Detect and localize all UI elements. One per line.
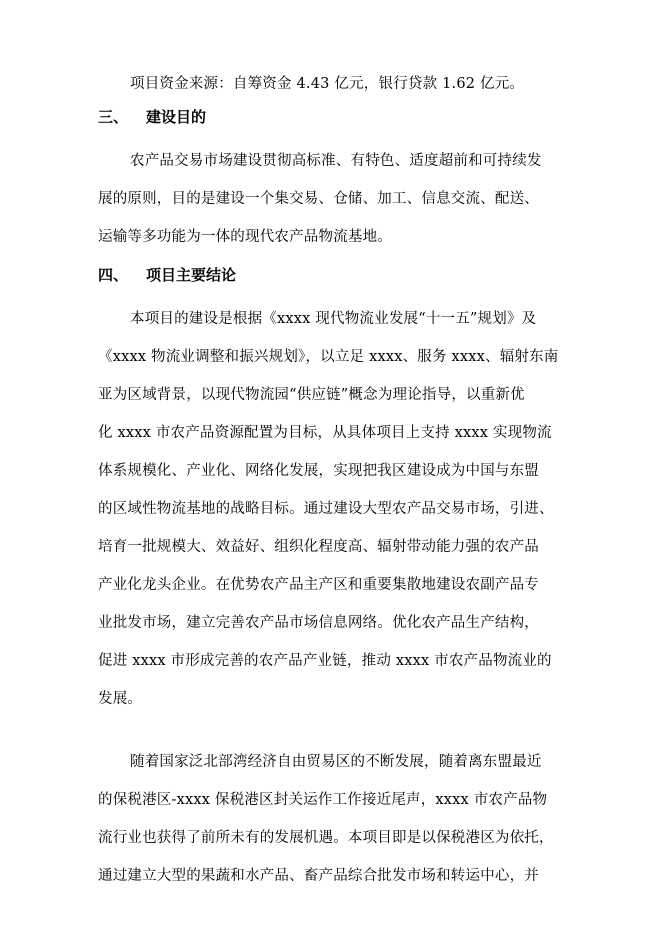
paragraph-line: 流行业也获得了前所未有的发展机遇。本项目即是以保税港区为依托， xyxy=(98,830,554,846)
paragraph-line: 化 xxxx 市农产品资源配置为目标，从具体项目上支持 xxxx 实现物流 xyxy=(98,425,552,441)
paragraph-line: 亚为区域背景，以现代物流园“供应链”概念为理论指导，以重新优 xyxy=(98,387,525,403)
paragraph-line: 产业化龙头企业。在优势农产品主产区和重要集散地建设农副产品专 xyxy=(98,577,539,593)
section-title: 项目主要结论 xyxy=(146,266,237,284)
paragraph-line: 本项目的建设是根据《xxxx 现代物流业发展“十一五”规划》及 xyxy=(130,311,537,327)
section-title: 建设目的 xyxy=(146,108,207,126)
section-heading-4 xyxy=(98,265,236,285)
paragraph-line: 发展。 xyxy=(98,691,143,707)
paragraph-line: 促进 xxxx 市形成完善的农产品产业链，推动 xxxx 市农产品物流业的 xyxy=(98,653,552,669)
paragraph-line: 随着国家泛北部湾经济自由贸易区的不断发展，随着离东盟最近 xyxy=(130,754,542,770)
paragraph-line: 的保税港区-xxxx 保税港区封关运作工作接近尾声，xxxx 市农产品物 xyxy=(98,792,548,808)
funding-source-line: 项目资金来源：自筹资金 4.43 亿元，银行贷款 1.62 亿元。 xyxy=(130,76,525,92)
section-heading-3 xyxy=(98,107,206,127)
paragraph-line: 体系规模化、产业化、网络化发展，实现把我区建设成为中国与东盟 xyxy=(98,463,539,479)
paragraph-line: 培育一批规模大、效益好、组织化程度高、辐射带动能力强的农产品 xyxy=(98,539,539,555)
paragraph-line: 的区域性物流基地的战略目标。通过建设大型农产品交易市场，引进、 xyxy=(98,501,554,517)
paragraph-line: 展的原则，目的是建设一个集交易、仓储、加工、信息交流、配送、 xyxy=(98,191,539,207)
section-number: 三、 xyxy=(98,108,129,126)
paragraph-line: 运输等多功能为一体的现代农产品物流基地。 xyxy=(98,229,392,245)
paragraph-line: 业批发市场，建立完善农产品市场信息网络。优化农产品生产结构， xyxy=(98,615,539,631)
section-number: 四、 xyxy=(98,266,129,284)
paragraph-line: 通过建立大型的果蔬和水产品、畜产品综合批发市场和转运中心，并 xyxy=(98,868,539,884)
paragraph-line: 农产品交易市场建设贯彻高标准、有特色、适度超前和可持续发 xyxy=(130,153,542,169)
paragraph-line: 《xxxx 物流业调整和振兴规划》，以立足 xxxx、服务 xxxx、辐射东南 xyxy=(98,349,559,365)
